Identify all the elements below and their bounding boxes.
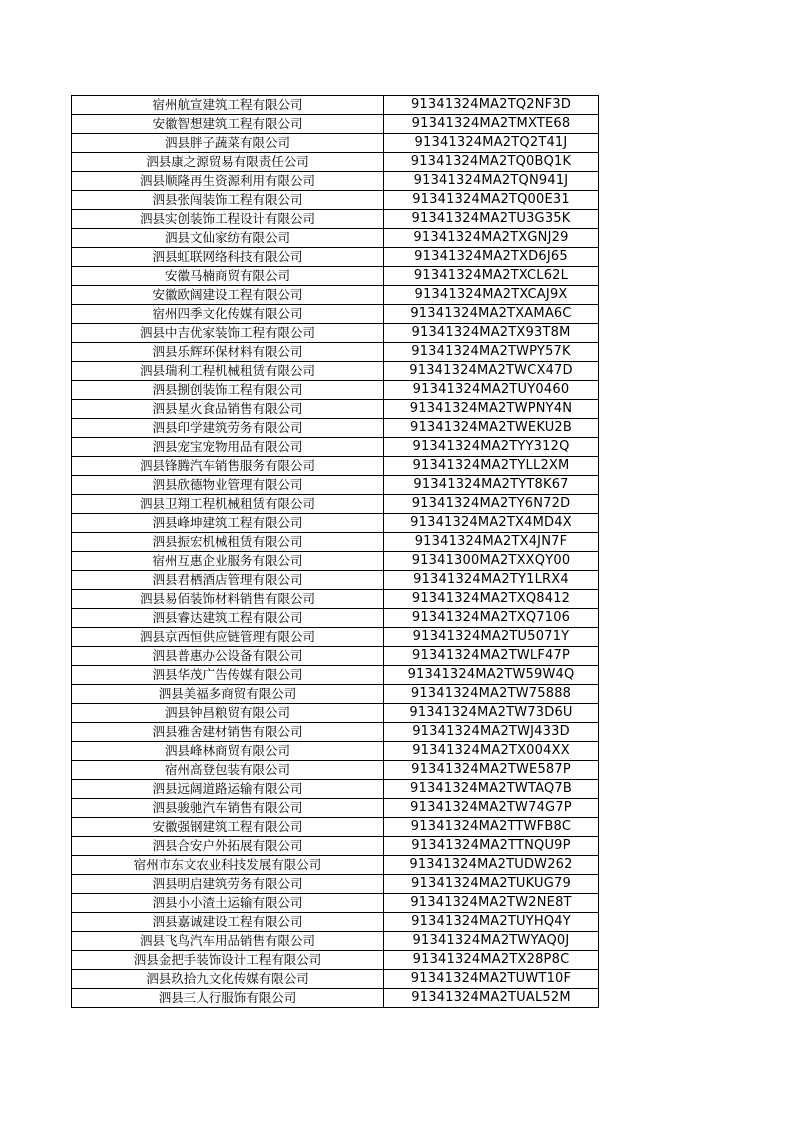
table-row: [72, 951, 599, 970]
company-name-cell: 泗县峰坤建筑工程有限公司: [72, 514, 384, 533]
credit-code-cell: 91341324MA2TX4MD4X: [384, 514, 599, 533]
credit-code-cell: 91341324MA2TX28P8C: [384, 951, 599, 970]
credit-code-cell: 91341324MA2TXQ7106: [384, 609, 599, 628]
table-row: [72, 210, 599, 229]
table-row: [72, 704, 599, 723]
company-name-cell: 泗县华茂广告传媒有限公司: [72, 666, 384, 685]
table-row: [72, 552, 599, 571]
company-name-cell: 泗县实创装饰工程设计有限公司: [72, 210, 384, 229]
company-name-cell: 泗县睿达建筑工程有限公司: [72, 609, 384, 628]
table-row: [72, 666, 599, 685]
company-name-cell: 宿州互惠企业服务有限公司: [72, 552, 384, 571]
company-name-cell: 泗县骏驰汽车销售有限公司: [72, 799, 384, 818]
company-name-cell: 宿州航宣建筑工程有限公司: [72, 96, 384, 115]
table-row: [72, 191, 599, 210]
credit-code-cell: 91341324MA2TUAL52M: [384, 989, 599, 1008]
table-row: [72, 153, 599, 172]
company-name-cell: 泗县瑞利工程机械租赁有限公司: [72, 362, 384, 381]
company-name-cell: 泗县宠宝宠物用品有限公司: [72, 438, 384, 457]
company-name-cell: 泗县金把手装饰设计工程有限公司: [72, 951, 384, 970]
company-name-cell: 泗县易佰装饰材料销售有限公司: [72, 590, 384, 609]
company-name-cell: 泗县峰林商贸有限公司: [72, 742, 384, 761]
table-row: [72, 286, 599, 305]
company-name-cell: 泗县印学建筑劳务有限公司: [72, 419, 384, 438]
table-row: [72, 476, 599, 495]
company-name-cell: 泗县雅舍建材销售有限公司: [72, 723, 384, 742]
table-row: [72, 172, 599, 191]
company-name-cell: 泗县明启建筑劳务有限公司: [72, 875, 384, 894]
table-row: [72, 267, 599, 286]
company-name-cell: 泗县乐辉环保材料有限公司: [72, 343, 384, 362]
credit-code-cell: 91341324MA2TUYHQ4Y: [384, 913, 599, 932]
credit-code-cell: 91341324MA2TXCL62L: [384, 267, 599, 286]
credit-code-cell: 91341324MA2TY6N72D: [384, 495, 599, 514]
table-row: [72, 913, 599, 932]
company-name-cell: 泗县嘉诚建设工程有限公司: [72, 913, 384, 932]
credit-code-cell: 91341324MA2TUKUG79: [384, 875, 599, 894]
company-name-cell: 安徽马楠商贸有限公司: [72, 267, 384, 286]
credit-code-cell: 91341324MA2TXAMA6C: [384, 305, 599, 324]
company-name-cell: 泗县君栖酒店管理有限公司: [72, 571, 384, 590]
company-name-cell: 泗县小小渣土运输有限公司: [72, 894, 384, 913]
table-row: [72, 514, 599, 533]
credit-code-cell: 91341324MA2TWLF47P: [384, 647, 599, 666]
credit-code-cell: 91341324MA2TWPNY4N: [384, 400, 599, 419]
table-row: [72, 932, 599, 951]
credit-code-cell: 91341324MA2TWJ433D: [384, 723, 599, 742]
credit-code-cell: 91341324MA2TXCAJ9X: [384, 286, 599, 305]
company-name-cell: 宿州市东文农业科技发展有限公司: [72, 856, 384, 875]
credit-code-cell: 91341324MA2TX93T8M: [384, 324, 599, 343]
table-row: [72, 894, 599, 913]
table-row: [72, 134, 599, 153]
company-name-cell: 泗县锋腾汽车销售服务有限公司: [72, 457, 384, 476]
table-row: [72, 438, 599, 457]
company-name-cell: 泗县星火食品销售有限公司: [72, 400, 384, 419]
table-row: [72, 875, 599, 894]
table-row: [72, 818, 599, 837]
credit-code-cell: 91341324MA2TTWFB8C: [384, 818, 599, 837]
table-row: [72, 761, 599, 780]
table-row: [72, 590, 599, 609]
credit-code-cell: 91341324MA2TWYAQ0J: [384, 932, 599, 951]
table-row: [72, 647, 599, 666]
company-name-cell: 泗县远阔道路运输有限公司: [72, 780, 384, 799]
table-row: [72, 457, 599, 476]
company-name-cell: 泗县康之源贸易有限责任公司: [72, 153, 384, 172]
company-name-cell: 安徽智想建筑工程有限公司: [72, 115, 384, 134]
company-name-cell: 泗县钟昌粮贸有限公司: [72, 704, 384, 723]
credit-code-cell: 91341324MA2TYLL2XM: [384, 457, 599, 476]
credit-code-cell: 91341324MA2TXD6J65: [384, 248, 599, 267]
company-name-cell: 泗县飞鸟汽车用品销售有限公司: [72, 932, 384, 951]
table-row: [72, 742, 599, 761]
credit-code-cell: 91341324MA2TWCX47D: [384, 362, 599, 381]
table-row: [72, 343, 599, 362]
table-row: [72, 229, 599, 248]
credit-code-cell: 91341324MA2TXGNJ29: [384, 229, 599, 248]
table-row: [72, 495, 599, 514]
table-row: [72, 780, 599, 799]
credit-code-cell: 91341324MA2TU5071Y: [384, 628, 599, 647]
credit-code-cell: 91341324MA2TXQ8412: [384, 590, 599, 609]
table-row: [72, 248, 599, 267]
company-name-cell: 安徽强钢建筑工程有限公司: [72, 818, 384, 837]
table-row: [72, 609, 599, 628]
credit-code-cell: 91341324MA2TQ00E31: [384, 191, 599, 210]
credit-code-cell: 91341324MA2TW74G7P: [384, 799, 599, 818]
table-body: [72, 96, 599, 1008]
table-row: [72, 628, 599, 647]
credit-code-cell: 91341324MA2TYT8K67: [384, 476, 599, 495]
company-name-cell: 泗县合安户外拓展有限公司: [72, 837, 384, 856]
credit-code-cell: 91341324MA2TQ2NF3D: [384, 96, 599, 115]
company-name-cell: 泗县普惠办公设备有限公司: [72, 647, 384, 666]
credit-code-cell: 91341324MA2TQN941J: [384, 172, 599, 191]
credit-code-cell: 91341324MA2TUWT10F: [384, 970, 599, 989]
company-name-cell: 泗县美福多商贸有限公司: [72, 685, 384, 704]
company-name-cell: 泗县中吉优家装饰工程有限公司: [72, 324, 384, 343]
credit-code-cell: 91341324MA2TU3G35K: [384, 210, 599, 229]
company-name-cell: 泗县捌创装饰工程有限公司: [72, 381, 384, 400]
table-row: [72, 381, 599, 400]
credit-code-cell: 91341324MA2TWEKU2B: [384, 419, 599, 438]
table-row: [72, 305, 599, 324]
credit-code-cell: 91341324MA2TUY0460: [384, 381, 599, 400]
company-table: [71, 95, 599, 1008]
credit-code-cell: 91341324MA2TWTAQ7B: [384, 780, 599, 799]
table-row: [72, 837, 599, 856]
credit-code-cell: 91341324MA2TX004XX: [384, 742, 599, 761]
credit-code-cell: 91341324MA2TW2NE8T: [384, 894, 599, 913]
company-name-cell: 泗县振宏机械租赁有限公司: [72, 533, 384, 552]
credit-code-cell: 91341324MA2TQ0BQ1K: [384, 153, 599, 172]
table-row: [72, 723, 599, 742]
company-name-cell: 泗县卫翔工程机械租赁有限公司: [72, 495, 384, 514]
table-row: [72, 533, 599, 552]
table-row: [72, 419, 599, 438]
company-name-cell: 泗县虹联网络科技有限公司: [72, 248, 384, 267]
credit-code-cell: 91341324MA2TW59W4Q: [384, 666, 599, 685]
credit-code-cell: 91341324MA2TW73D6U: [384, 704, 599, 723]
credit-code-cell: 91341324MA2TWPY57K: [384, 343, 599, 362]
credit-code-cell: 91341324MA2TTNQU9P: [384, 837, 599, 856]
table-row: [72, 799, 599, 818]
credit-code-cell: 91341300MA2TXXQY00: [384, 552, 599, 571]
credit-code-cell: 91341324MA2TMXTE68: [384, 115, 599, 134]
company-name-cell: 安徽欧阔建设工程有限公司: [72, 286, 384, 305]
company-name-cell: 泗县顺隆再生资源利用有限公司: [72, 172, 384, 191]
credit-code-cell: 91341324MA2TWE587P: [384, 761, 599, 780]
table-row: [72, 400, 599, 419]
table-row: [72, 970, 599, 989]
table-row: [72, 856, 599, 875]
credit-code-cell: 91341324MA2TYY312Q: [384, 438, 599, 457]
credit-code-cell: 91341324MA2TX4JN7F: [384, 533, 599, 552]
credit-code-cell: 91341324MA2TQ2T41J: [384, 134, 599, 153]
table-row: [72, 685, 599, 704]
company-name-cell: 泗县张闯装饰工程有限公司: [72, 191, 384, 210]
credit-code-cell: 91341324MA2TY1LRX4: [384, 571, 599, 590]
company-name-cell: 泗县三人行服饰有限公司: [72, 989, 384, 1008]
table-row: [72, 96, 599, 115]
company-name-cell: 泗县京西恒供应链管理有限公司: [72, 628, 384, 647]
table-row: [72, 362, 599, 381]
company-name-cell: 泗县文仙家纺有限公司: [72, 229, 384, 248]
company-name-cell: 泗县胖子蔬菜有限公司: [72, 134, 384, 153]
company-name-cell: 宿州高登包装有限公司: [72, 761, 384, 780]
table-row: [72, 115, 599, 134]
table-row: [72, 571, 599, 590]
table-row: [72, 989, 599, 1008]
company-name-cell: 泗县欣德物业管理有限公司: [72, 476, 384, 495]
company-name-cell: 泗县玖拾九文化传媒有限公司: [72, 970, 384, 989]
credit-code-cell: 91341324MA2TW75888: [384, 685, 599, 704]
credit-code-cell: 91341324MA2TUDW262: [384, 856, 599, 875]
company-name-cell: 宿州四季文化传媒有限公司: [72, 305, 384, 324]
table-row: [72, 324, 599, 343]
